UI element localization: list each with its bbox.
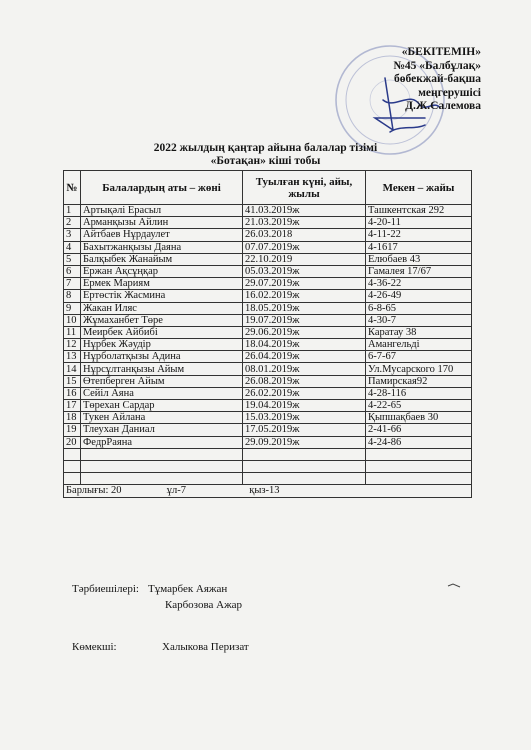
header-name: Балалардың аты – жөні <box>81 171 243 205</box>
cell-num: 9 <box>64 302 81 314</box>
table-header-row <box>64 171 472 205</box>
cell-birth: 15.03.2019ж <box>243 412 366 424</box>
cell-birth: 29.09.2019ж <box>243 436 366 448</box>
table-row <box>64 217 472 229</box>
table-row <box>64 314 472 326</box>
cell-address: Ул.Мусарского 170 <box>366 363 472 375</box>
cell-address: Каратау 38 <box>366 326 472 338</box>
total-row <box>64 485 472 497</box>
cell-num: 12 <box>64 339 81 351</box>
cell-birth: 26.04.2019ж <box>243 351 366 363</box>
cell-name: Нұрбек Жәудір <box>81 339 243 351</box>
table-row <box>64 229 472 241</box>
teachers-label: Тәрбиешілері: <box>72 583 139 595</box>
cell-name: Нұрсұлтанқызы Айым <box>81 363 243 375</box>
cell-birth: 07.07.2019ж <box>243 241 366 253</box>
cell-num: 5 <box>64 253 81 265</box>
cell-birth: 41.03.2019ж <box>243 205 366 217</box>
cell-birth: 18.05.2019ж <box>243 302 366 314</box>
cell-name: Тукен Айлана <box>81 412 243 424</box>
approval-block <box>311 46 481 114</box>
cell-num: 7 <box>64 278 81 290</box>
teacher-1: Тұмарбек Аяжан <box>148 583 228 595</box>
table-row <box>64 290 472 302</box>
cell-name: Жакан Иляс <box>81 302 243 314</box>
cell-birth: 08.01.2019ж <box>243 363 366 375</box>
cell-num: 13 <box>64 351 81 363</box>
empty-row <box>64 460 472 472</box>
assistant-label: Көмекші: <box>72 641 117 653</box>
teacher-2: Карбозова Ажар <box>165 599 243 611</box>
approval-line-2: №45 «Балбұлақ» <box>393 59 481 72</box>
cell-address: 4-1617 <box>366 241 472 253</box>
approval-line-4: меңгерушісі <box>418 86 481 99</box>
cell-num: 3 <box>64 229 81 241</box>
table-row <box>64 339 472 351</box>
cell-name: Арманқызы Айлин <box>81 217 243 229</box>
assistant-name: Халыкова Перизат <box>162 641 249 653</box>
cell-num: 1 <box>64 205 81 217</box>
cell-name: Ермек Мариям <box>81 278 243 290</box>
cell-address: Амангельді <box>366 339 472 351</box>
cell-birth: 26.02.2019ж <box>243 387 366 399</box>
cell-num: 17 <box>64 400 81 412</box>
cell-num: 20 <box>64 436 81 448</box>
cell-num: 11 <box>64 326 81 338</box>
cell-birth: 17.05.2019ж <box>243 424 366 436</box>
cell-birth: 29.06.2019ж <box>243 326 366 338</box>
empty-row <box>64 448 472 460</box>
cell-address: 4-36-22 <box>366 278 472 290</box>
cell-name: Жұмаханбет Төре <box>81 314 243 326</box>
cell-name: Ертөстік Жасмина <box>81 290 243 302</box>
cell-num: 16 <box>64 387 81 399</box>
cell-name: Меирбек Айбибі <box>81 326 243 338</box>
cell-birth: 29.07.2019ж <box>243 278 366 290</box>
cell-address: 4-22-65 <box>366 400 472 412</box>
approval-line-1: «БЕКІТЕМІН» <box>401 46 481 58</box>
children-list-table <box>63 170 472 498</box>
table-row <box>64 265 472 277</box>
cell-address: 6-8-65 <box>366 302 472 314</box>
table-row <box>64 363 472 375</box>
cell-birth: 19.04.2019ж <box>243 400 366 412</box>
cell-address: 6-7-67 <box>366 351 472 363</box>
header-birth: Туылған күні, айы, жылы <box>243 171 366 205</box>
cell-name: Айтбаев Нұрдаулет <box>81 229 243 241</box>
approval-line-3: бөбекжай-бақша <box>394 73 481 85</box>
table-row <box>64 387 472 399</box>
group-title: «Ботақан» кіші тобы <box>210 155 321 167</box>
cell-name: ФедрРаяна <box>81 436 243 448</box>
cell-address: 4-26-49 <box>366 290 472 302</box>
cell-name: Артықәлі Ерасыл <box>81 205 243 217</box>
table-row <box>64 351 472 363</box>
cell-num: 2 <box>64 217 81 229</box>
total-girls: қыз-13 <box>249 485 280 497</box>
cell-address: 4-28-116 <box>366 387 472 399</box>
cell-address: Ташкентская 292 <box>366 205 472 217</box>
table-row <box>64 424 472 436</box>
total-count: Барлығы: 20 <box>66 485 122 497</box>
cell-address: Гамалея 17/67 <box>366 265 472 277</box>
cell-num: 15 <box>64 375 81 387</box>
table-row <box>64 326 472 338</box>
header-address: Мекен – жайы <box>366 171 472 205</box>
table-row <box>64 375 472 387</box>
cell-birth: 22.10.2019 <box>243 253 366 265</box>
cell-name: Балқыбек Жанайым <box>81 253 243 265</box>
cell-num: 14 <box>64 363 81 375</box>
approval-line-5: Д.Ж.Салемова <box>405 100 481 112</box>
cell-num: 19 <box>64 424 81 436</box>
table-row <box>64 205 472 217</box>
cell-address: Қыпшақбаев 30 <box>366 412 472 424</box>
table-row <box>64 278 472 290</box>
header-num: № <box>64 171 81 205</box>
table-row <box>64 400 472 412</box>
total-boys: ұл-7 <box>166 485 186 497</box>
cell-address: 4-11-22 <box>366 229 472 241</box>
cell-address: 4-24-86 <box>366 436 472 448</box>
cell-num: 6 <box>64 265 81 277</box>
table-row <box>64 302 472 314</box>
ink-mark <box>447 582 461 590</box>
cell-address: 4-30-7 <box>366 314 472 326</box>
cell-name: Бахытжанқызы Даяна <box>81 241 243 253</box>
cell-birth: 16.02.2019ж <box>243 290 366 302</box>
cell-address: 2-41-66 <box>366 424 472 436</box>
document-title: 2022 жылдың қаңтар айына балалар тізімі <box>153 142 378 154</box>
cell-birth: 18.04.2019ж <box>243 339 366 351</box>
table-row <box>64 412 472 424</box>
table-row <box>64 253 472 265</box>
cell-num: 10 <box>64 314 81 326</box>
cell-birth: 21.03.2019ж <box>243 217 366 229</box>
cell-name: Сейіл Аяна <box>81 387 243 399</box>
cell-birth: 19.07.2019ж <box>243 314 366 326</box>
empty-row <box>64 473 472 485</box>
cell-address: Памирская92 <box>366 375 472 387</box>
cell-num: 8 <box>64 290 81 302</box>
cell-birth: 05.03.2019ж <box>243 265 366 277</box>
cell-name: Төрехан Сардар <box>81 400 243 412</box>
table-row <box>64 436 472 448</box>
cell-name: Ержан Ақсұңқар <box>81 265 243 277</box>
cell-birth: 26.08.2019ж <box>243 375 366 387</box>
cell-name: Нұрболатқызы Адина <box>81 351 243 363</box>
cell-address: 4-20-11 <box>366 217 472 229</box>
cell-name: Тлеухан Даниал <box>81 424 243 436</box>
cell-num: 4 <box>64 241 81 253</box>
cell-birth: 26.03.2018 <box>243 229 366 241</box>
cell-address: Елюбаев 43 <box>366 253 472 265</box>
table-row <box>64 241 472 253</box>
cell-name: Өтепберген Айым <box>81 375 243 387</box>
cell-num: 18 <box>64 412 81 424</box>
